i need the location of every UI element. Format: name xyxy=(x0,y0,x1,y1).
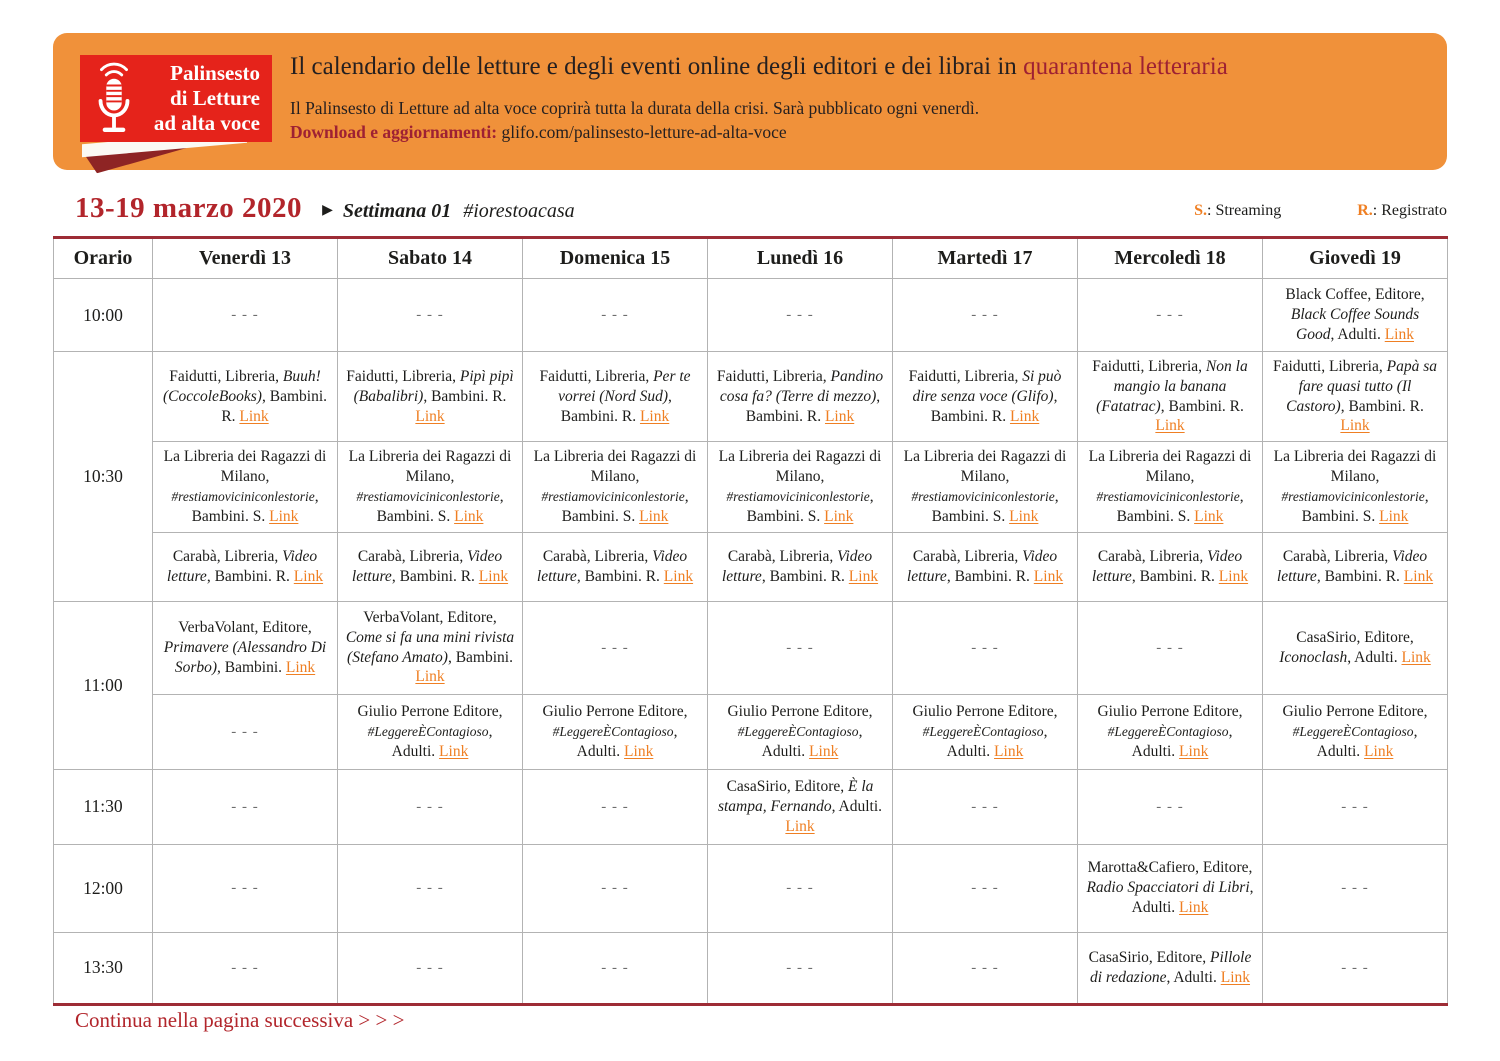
time-label: 12:00 xyxy=(54,844,153,932)
event-cell xyxy=(338,442,523,532)
schedule-row xyxy=(54,532,1448,601)
empty-placeholder: - - - xyxy=(971,798,999,815)
empty-cell xyxy=(1078,769,1263,844)
column-header-day: Venerdì 13 xyxy=(153,238,338,279)
event-link[interactable]: Link xyxy=(1009,507,1039,525)
empty-cell xyxy=(153,844,338,932)
event-text: Giulio Perrone Editore, xyxy=(357,702,503,720)
event-text: #restiamoviciniconlestorie xyxy=(911,488,1055,504)
download-label: Download e aggiornamenti: xyxy=(290,121,498,142)
event-text: Video letture xyxy=(1276,547,1428,585)
event-link[interactable]: Link xyxy=(1364,742,1394,760)
event-cell xyxy=(893,694,1078,769)
event-text: Faidutti, Libreria, xyxy=(539,367,654,385)
event-text: , Bambini. R. xyxy=(1160,397,1244,415)
microphone-broadcast-icon xyxy=(88,58,140,140)
empty-cell xyxy=(893,601,1078,694)
empty-cell xyxy=(338,279,523,352)
event-link[interactable]: Link xyxy=(1179,899,1209,917)
event-text: Non la mangio la banana (Fatatrac) xyxy=(1096,358,1248,415)
logo-badge xyxy=(80,55,272,142)
event-cell xyxy=(153,532,338,601)
empty-placeholder: - - - xyxy=(786,639,814,656)
empty-cell xyxy=(893,279,1078,352)
event-text: Pipì pipì (Babalibri) xyxy=(353,367,514,405)
event-text: Carabà, Libreria, xyxy=(542,547,653,565)
event-cell xyxy=(893,442,1078,532)
empty-placeholder: - - - xyxy=(1156,639,1184,656)
event-cell xyxy=(1263,601,1448,694)
schedule-row xyxy=(54,442,1448,532)
event-text: Giulio Perrone Editore, xyxy=(912,702,1058,720)
event-text: VerbaVolant, Editore, xyxy=(363,608,497,626)
event-text: , Adulti. xyxy=(761,722,863,760)
event-text: Video letture xyxy=(906,547,1058,585)
event-cell xyxy=(708,442,893,532)
event-text: Si può dire senza voce (Glifo) xyxy=(912,367,1062,405)
event-link[interactable]: Link xyxy=(239,407,269,425)
schedule-row xyxy=(54,279,1448,352)
event-text: , Bambini. R. xyxy=(930,387,1058,425)
event-link[interactable]: Link xyxy=(663,567,694,585)
empty-cell xyxy=(523,932,708,1004)
column-header-day: Lunedì 16 xyxy=(708,238,893,279)
event-text: Carabà, Libreria, xyxy=(357,547,468,565)
event-link[interactable]: Link xyxy=(415,668,445,686)
empty-placeholder: - - - xyxy=(971,306,999,323)
event-text: La Libreria dei Ragazzi di Milano, xyxy=(163,448,327,486)
empty-cell xyxy=(523,769,708,844)
event-text: , Adulti. xyxy=(576,722,678,760)
event-text: È la stampa, Fernando xyxy=(717,777,874,815)
event-cell xyxy=(1078,352,1263,442)
event-text: #restiamoviciniconlestorie xyxy=(171,488,315,504)
event-cell xyxy=(1263,532,1448,601)
event-text: Giulio Perrone Editore, xyxy=(542,702,688,720)
event-text: Video letture xyxy=(721,547,873,585)
schedule-row xyxy=(54,769,1448,844)
event-link[interactable]: Link xyxy=(809,742,839,760)
date-range: 13-19 marzo 2020 xyxy=(75,192,303,224)
event-text: #restiamoviciniconlestorie xyxy=(726,488,870,504)
event-text: Faidutti, Libreria, xyxy=(346,367,460,385)
event-text: Giulio Perrone Editore, xyxy=(727,702,873,720)
event-link[interactable]: Link xyxy=(1401,648,1431,666)
event-link[interactable]: Link xyxy=(785,817,815,835)
event-text: #LeggereÈContagioso xyxy=(1107,723,1229,739)
arrow-right-icon: ▶ xyxy=(322,203,333,218)
event-text: La Libreria dei Ragazzi di Milano, xyxy=(533,448,697,486)
event-text: , Adulti. xyxy=(1166,968,1221,986)
download-line xyxy=(290,122,1433,143)
event-text: Black Coffee Sounds Good xyxy=(1290,306,1420,343)
event-link[interactable]: Link xyxy=(293,567,324,585)
event-text: Faidutti, Libreria, xyxy=(1092,358,1206,375)
event-cell xyxy=(1078,532,1263,601)
event-text: La Libreria dei Ragazzi di Milano, xyxy=(903,448,1067,486)
event-text: Giulio Perrone Editore, xyxy=(1097,702,1243,720)
schedule-table-body xyxy=(54,279,1448,1005)
event-text: Carabà, Libreria, xyxy=(1282,547,1393,565)
empty-cell xyxy=(523,601,708,694)
event-link[interactable]: Link xyxy=(439,742,469,760)
empty-placeholder: - - - xyxy=(416,880,444,897)
event-text: La Libreria dei Ragazzi di Milano, xyxy=(348,448,512,486)
empty-placeholder: - - - xyxy=(786,306,814,323)
empty-cell xyxy=(1078,601,1263,694)
event-text: , Bambini. S. xyxy=(931,487,1059,525)
event-text: Iconoclash xyxy=(1279,648,1348,666)
event-text: #restiamoviciniconlestorie xyxy=(356,488,500,504)
event-text: Video letture xyxy=(1091,547,1243,585)
event-cell xyxy=(708,769,893,844)
empty-placeholder: - - - xyxy=(416,798,444,815)
event-link[interactable]: Link xyxy=(824,507,854,525)
empty-placeholder: - - - xyxy=(1156,306,1184,323)
column-header-day: Giovedì 19 xyxy=(1263,238,1448,279)
banner-text xyxy=(290,53,1433,143)
schedule-row xyxy=(54,844,1448,932)
event-cell xyxy=(338,601,523,694)
week-hashtag: #iorestoacasa xyxy=(463,200,575,222)
header-banner xyxy=(53,33,1447,170)
event-text: , Bambini. S. xyxy=(1116,487,1244,525)
event-text: , Bambini. R. xyxy=(391,567,479,585)
event-text: , Bambini. xyxy=(447,648,513,666)
empty-placeholder: - - - xyxy=(1341,798,1369,815)
event-text: , Bambini. R. xyxy=(1316,567,1404,585)
event-text: , Bambini. R. xyxy=(560,387,672,425)
empty-cell xyxy=(153,694,338,769)
event-cell xyxy=(523,442,708,532)
event-text: , Bambini. S. xyxy=(191,487,319,525)
empty-cell xyxy=(153,279,338,352)
schedule-row xyxy=(54,601,1448,694)
event-cell xyxy=(1078,844,1263,932)
empty-placeholder: - - - xyxy=(416,959,444,976)
event-text: Carabà, Libreria, xyxy=(912,547,1023,565)
logo-line-1: Palinsesto xyxy=(170,60,260,85)
event-cell xyxy=(523,532,708,601)
event-text: CasaSirio, Editore, xyxy=(726,777,848,795)
event-text: Per te vorrei (Nord Sud) xyxy=(558,367,691,405)
event-link[interactable]: Link xyxy=(1179,742,1209,760)
event-text: Giulio Perrone Editore, xyxy=(1282,702,1428,720)
event-text: , Adulti. xyxy=(946,722,1048,760)
time-label: 10:00 xyxy=(54,279,153,352)
event-link[interactable]: Link xyxy=(639,507,669,525)
event-cell xyxy=(338,532,523,601)
event-cell xyxy=(338,352,523,442)
schedule-table-head xyxy=(54,238,1448,279)
event-text: , Bambini. R. xyxy=(206,567,294,585)
empty-cell xyxy=(893,844,1078,932)
column-header-day: Martedì 17 xyxy=(893,238,1078,279)
event-link[interactable]: Link xyxy=(1384,325,1414,343)
event-cell xyxy=(1263,442,1448,532)
event-text: #LeggereÈContagioso xyxy=(737,723,859,739)
event-text: VerbaVolant, Editore, xyxy=(178,618,312,636)
event-text: #LeggereÈContagioso xyxy=(1292,723,1414,739)
event-text: Buuh! (CoccoleBooks) xyxy=(162,367,321,405)
event-text: Video letture xyxy=(536,547,688,585)
empty-cell xyxy=(523,844,708,932)
empty-placeholder: - - - xyxy=(1341,880,1369,897)
event-link[interactable]: Link xyxy=(824,407,855,425)
event-text: , Adulti. xyxy=(1330,325,1385,343)
event-cell xyxy=(338,694,523,769)
event-text: Faidutti, Libreria, xyxy=(908,367,1023,385)
event-cell xyxy=(708,532,893,601)
event-link[interactable]: Link xyxy=(1340,417,1370,435)
event-text: Radio Spacciatori di Libri xyxy=(1086,879,1250,897)
event-cell xyxy=(153,352,338,442)
event-text: , Bambini. R. xyxy=(946,567,1034,585)
event-text: Primavere (Alessandro Di Sorbo) xyxy=(163,638,327,676)
empty-cell xyxy=(153,769,338,844)
week-number-label: Settimana 01 xyxy=(342,200,452,222)
week-heading xyxy=(75,192,1447,232)
event-text: , Adulti. xyxy=(391,722,493,760)
empty-placeholder: - - - xyxy=(601,306,629,323)
event-text: Faidutti, Libreria, xyxy=(169,367,283,385)
empty-cell xyxy=(1263,844,1448,932)
page-title-accent: quarantena letteraria xyxy=(1023,53,1228,80)
event-text: , Adulti. xyxy=(1347,648,1402,666)
event-link[interactable]: Link xyxy=(454,507,484,525)
column-header-time: Orario xyxy=(54,238,153,279)
empty-cell xyxy=(708,932,893,1004)
event-text: , Bambini. R. xyxy=(576,567,664,585)
empty-placeholder: - - - xyxy=(1156,798,1184,815)
empty-placeholder: - - - xyxy=(601,639,629,656)
event-cell xyxy=(893,532,1078,601)
time-label: 11:00 xyxy=(54,601,153,769)
column-header-day: Mercoledì 18 xyxy=(1078,238,1263,279)
event-text: Faidutti, Libreria, xyxy=(1272,358,1387,375)
event-text: Marotta&Cafiero, Editore, xyxy=(1087,859,1253,877)
event-cell xyxy=(1263,352,1448,442)
empty-cell xyxy=(708,844,893,932)
event-text: #restiamoviciniconlestorie xyxy=(1281,488,1425,504)
empty-placeholder: - - - xyxy=(231,880,259,897)
event-text: , Bambini. R. xyxy=(1131,567,1219,585)
empty-placeholder: - - - xyxy=(786,959,814,976)
event-cell xyxy=(1263,279,1448,352)
event-text: , Bambini. R. xyxy=(1340,397,1424,415)
event-text: #LeggereÈContagioso xyxy=(367,723,489,739)
event-link[interactable]: Link xyxy=(1009,407,1040,425)
empty-placeholder: - - - xyxy=(231,306,259,323)
event-text: , Bambini. S. xyxy=(1301,487,1429,525)
empty-placeholder: - - - xyxy=(601,880,629,897)
empty-cell xyxy=(1263,769,1448,844)
event-link[interactable]: Link xyxy=(639,407,670,425)
schedule-row xyxy=(54,352,1448,442)
event-link[interactable]: Link xyxy=(1033,567,1064,585)
empty-placeholder: - - - xyxy=(231,959,259,976)
event-link[interactable]: Link xyxy=(1218,567,1249,585)
empty-placeholder: - - - xyxy=(601,959,629,976)
event-text: , Adulti. xyxy=(1131,722,1233,760)
page-title-main: Il calendario delle letture e degli eventi online degli editori e dei librai in xyxy=(290,53,1024,80)
event-text: Come si fa una mini rivista (Stefano Amato) xyxy=(345,628,515,666)
event-text: , Adulti. xyxy=(831,797,883,815)
event-text: Faidutti, Libreria, xyxy=(716,367,831,385)
logo-line-3: ad alta voce xyxy=(153,111,260,136)
event-text: Pandino cosa fa? (Terre di mezzo) xyxy=(719,367,884,405)
column-header-day: Domenica 15 xyxy=(523,238,708,279)
event-link[interactable]: Link xyxy=(848,567,879,585)
empty-cell xyxy=(708,601,893,694)
event-link[interactable]: Link xyxy=(1220,968,1251,986)
empty-cell xyxy=(338,844,523,932)
empty-placeholder: - - - xyxy=(416,306,444,323)
event-text: Video letture xyxy=(351,547,503,585)
event-text: La Libreria dei Ragazzi di Milano, xyxy=(718,448,882,486)
event-link[interactable]: Link xyxy=(415,407,445,425)
event-text: , Bambini. R. xyxy=(221,387,327,425)
event-link[interactable]: Link xyxy=(1403,567,1434,585)
event-cell xyxy=(1078,694,1263,769)
event-cell xyxy=(1078,442,1263,532)
event-cell xyxy=(523,694,708,769)
event-cell xyxy=(153,442,338,532)
empty-cell xyxy=(893,769,1078,844)
empty-placeholder: - - - xyxy=(971,639,999,656)
event-link[interactable]: Link xyxy=(994,742,1024,760)
event-link[interactable]: Link xyxy=(1155,417,1185,435)
empty-placeholder: - - - xyxy=(601,798,629,815)
event-link[interactable]: Link xyxy=(285,658,316,676)
event-cell xyxy=(708,352,893,442)
event-text: Carabà, Libreria, xyxy=(1097,547,1208,565)
event-text: CasaSirio, Editore, xyxy=(1296,628,1414,646)
column-header-day: Sabato 14 xyxy=(338,238,523,279)
event-text: CasaSirio, Editore, xyxy=(1088,948,1211,966)
event-cell xyxy=(523,352,708,442)
event-link[interactable]: Link xyxy=(478,567,509,585)
empty-placeholder: - - - xyxy=(231,723,259,740)
event-cell xyxy=(893,352,1078,442)
event-text: Carabà, Libreria, xyxy=(172,547,283,565)
event-text: La Libreria dei Ragazzi di Milano, xyxy=(1088,448,1252,486)
event-text: La Libreria dei Ragazzi di Milano, xyxy=(1273,448,1437,486)
event-text: #restiamoviciniconlestorie xyxy=(1096,488,1240,504)
schedule-row xyxy=(54,932,1448,1004)
empty-placeholder: - - - xyxy=(1341,959,1369,976)
download-url: glifo.com/palinsesto-letture-ad-alta-voce xyxy=(497,121,787,142)
empty-cell xyxy=(893,932,1078,1004)
event-text: #LeggereÈContagioso xyxy=(922,723,1044,739)
event-link[interactable]: Link xyxy=(1379,507,1409,525)
empty-placeholder: - - - xyxy=(786,880,814,897)
page-title xyxy=(290,53,1433,82)
schedule-row xyxy=(54,694,1448,769)
event-cell xyxy=(153,601,338,694)
time-label: 11:30 xyxy=(54,769,153,844)
empty-cell xyxy=(1263,932,1448,1004)
event-text: Video letture xyxy=(166,547,318,585)
event-text: , Bambini. S. xyxy=(561,487,689,525)
event-link[interactable]: Link xyxy=(269,507,299,525)
event-text: Carabà, Libreria, xyxy=(727,547,838,565)
event-cell xyxy=(1263,694,1448,769)
event-link[interactable]: Link xyxy=(624,742,654,760)
event-text: , Adulti. xyxy=(1316,722,1418,760)
event-text: , Bambini. R. xyxy=(423,387,507,405)
event-text: #restiamoviciniconlestorie xyxy=(541,488,685,504)
event-text: Black Coffee, Editore, xyxy=(1285,286,1425,304)
empty-placeholder: - - - xyxy=(231,798,259,815)
event-link[interactable]: Link xyxy=(1194,507,1224,525)
event-text: , Bambini. R. xyxy=(761,567,849,585)
event-cell xyxy=(708,694,893,769)
event-text: , Adulti. xyxy=(1131,879,1254,917)
event-text: , Bambini. xyxy=(217,658,286,676)
legend-streaming: S.: Streaming xyxy=(1194,202,1282,219)
legend-registrato: R.: Registrato xyxy=(1357,202,1447,219)
time-label: 13:30 xyxy=(54,932,153,1004)
logo-wordmark xyxy=(140,61,272,137)
event-text: Pillole di redazione xyxy=(1089,948,1252,986)
empty-cell xyxy=(1078,279,1263,352)
empty-cell xyxy=(338,769,523,844)
event-text: , Bambini. R. xyxy=(745,387,881,425)
empty-cell xyxy=(523,279,708,352)
event-text: , Bambini. S. xyxy=(746,487,874,525)
event-text: , Bambini. S. xyxy=(376,487,504,525)
schedule-table xyxy=(53,236,1448,1006)
event-text: Papà sa fare quasi tutto (Il Castoro) xyxy=(1286,358,1437,415)
page-subtitle: Il Palinsesto di Letture ad alta voce coprirà tutta la durata della crisi. Sarà pubblicato ogni venerdì. xyxy=(290,97,980,118)
empty-cell xyxy=(338,932,523,1004)
legend xyxy=(1122,202,1447,220)
event-text: #LeggereÈContagioso xyxy=(552,723,674,739)
empty-cell xyxy=(153,932,338,1004)
empty-placeholder: - - - xyxy=(971,959,999,976)
empty-placeholder: - - - xyxy=(971,880,999,897)
event-cell xyxy=(1078,932,1263,1004)
time-label: 10:30 xyxy=(54,352,153,602)
empty-cell xyxy=(708,279,893,352)
logo-line-2: di Letture xyxy=(169,85,260,110)
next-page-note: Continua nella pagina successiva > > > xyxy=(75,1008,405,1032)
